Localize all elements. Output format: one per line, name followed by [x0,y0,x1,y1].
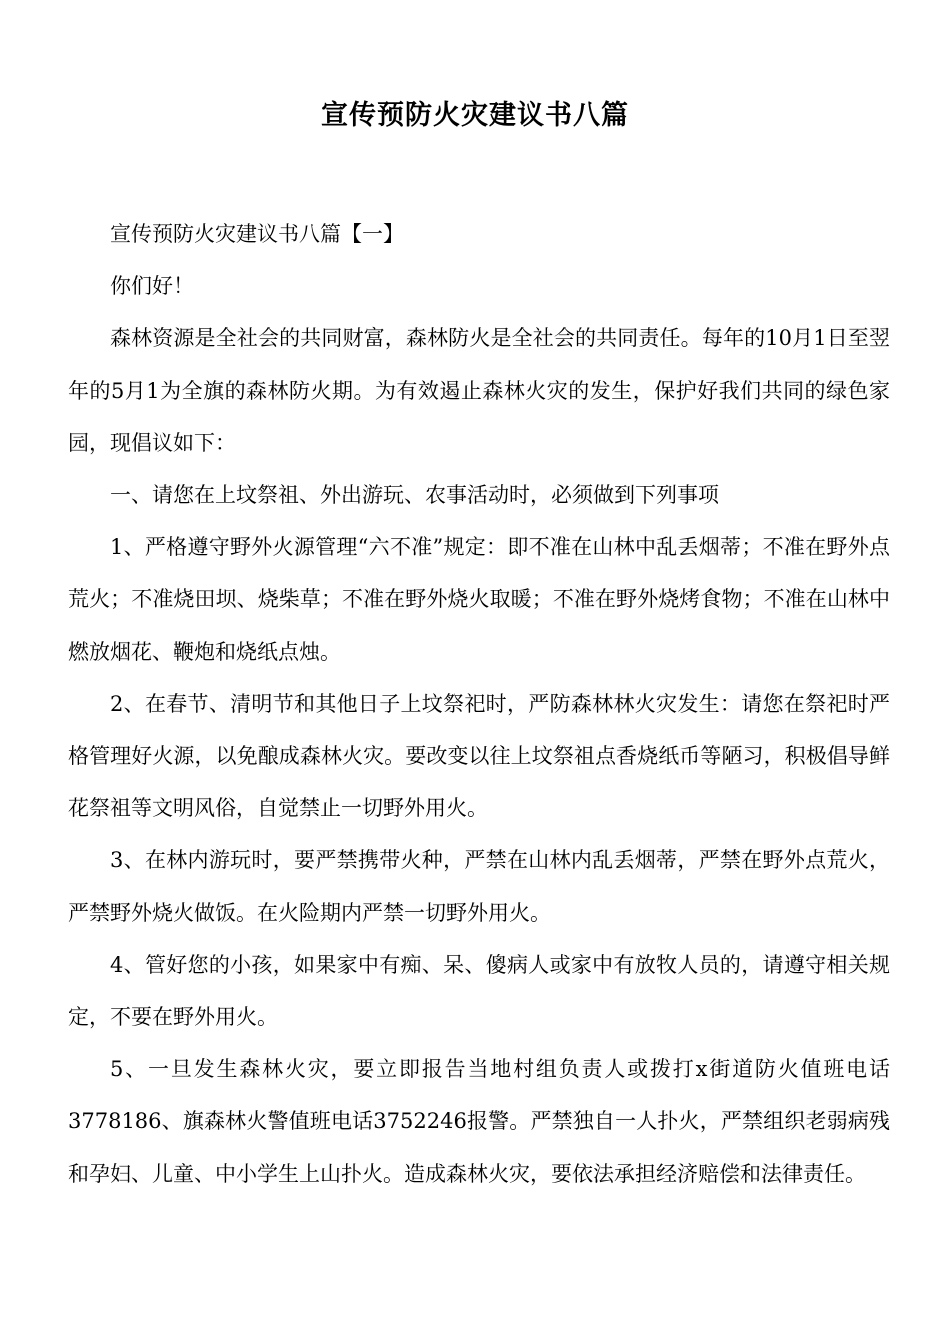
item-1: 1、严格遵守野外火源管理“六不准”规定：即不准在山林中乱丢烟蒂；不准在野外点荒火；不准烧田坝、烧柴草；不准在野外烧火取暖；不准在野外烧烤食物；不准在山林中燃放烟花、鞭炮和烧纸点烛。 [68,535,890,664]
item-2: 2、在春节、清明节和其他日子上坟祭祀时，严防森林林火灾发生：请您在祭祀时严格管理好火源，以免酿成森林火灾。要改变以往上坟祭祖点香烧纸币等陋习，积极倡导鲜花祭祖等文明风俗，自觉禁止一切野外用火。 [68,691,890,821]
greeting: 你们好！ [110,274,194,299]
document-body [68,208,890,1200]
item-heading: 一、请您在上坟祭祖、外出游玩、农事活动时，必须做到下列事项 [110,483,719,508]
section-heading: 宣传预防火灾建议书八篇【一】 [110,222,404,246]
item-3: 3、在林内游玩时，要严禁携带火种，严禁在山林内乱丢烟蒂，严禁在野外点荒火，严禁野外烧火做饭。在火险期内严禁一切野外用火。 [68,848,890,925]
intro-paragraph: 森林资源是全社会的共同财富，森林防火是全社会的共同责任。每年的10月1日至翌年的5月1为全旗的森林防火期。为有效遏止森林火灾的发生，保护好我们共同的绿色家园，现倡议如下： [68,326,890,455]
item-4: 4、管好您的小孩，如果家中有痴、呆、傻病人或家中有放牧人员的，请遵守相关规定，不要在野外用火。 [68,952,890,1030]
document-title: 宣传预防火灾建议书八篇 [321,100,629,131]
item-5: 5、一旦发生森林火灾，要立即报告当地村组负责人或拨打x街道防火值班电话3778186、旗森林火警值班电话3752246报警。严禁独自一人扑火，严禁组织老弱病残和孕妇、儿童、中小学生上山扑火。造成森林火灾，要依法承担经济赔偿和法律责任。 [68,1057,890,1186]
